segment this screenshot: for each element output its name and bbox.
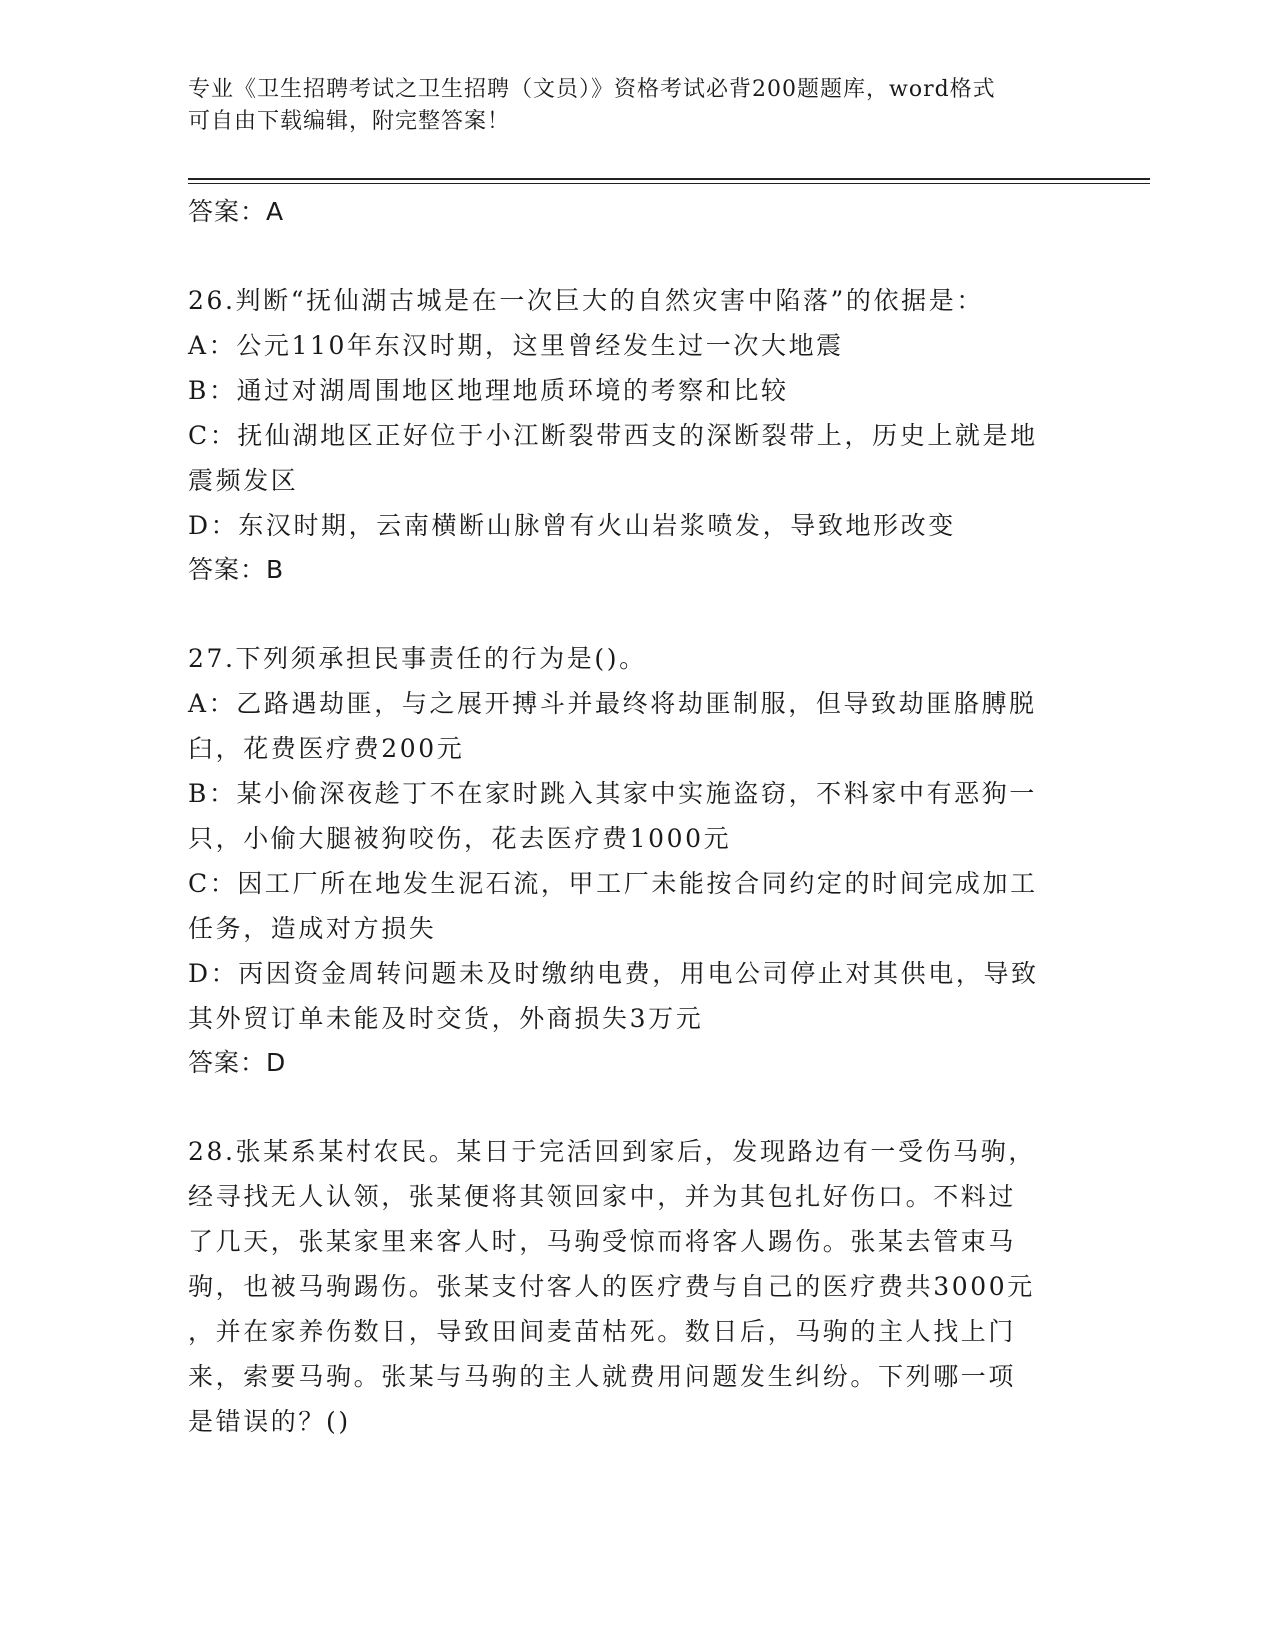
option-b: B：某小偷深夜趁丁不在家时跳入其家中实施盗窃，不料家中有恶狗一: [188, 779, 1037, 808]
question-stem-line-3: 了几天，张某家里来客人时，马驹受惊而将客人踢伤。张某去管束马: [188, 1227, 1017, 1256]
question-stem-line-1: 28.张某系某村农民。某日于完活回到家后，发现路边有一受伤马驹，: [188, 1137, 1036, 1166]
question-stem-line-2: 经寻找无人认领，张某便将其领回家中，并为其包扎好伤口。不料过: [188, 1182, 1017, 1211]
option-d: D：东汉时期，云南横断山脉曾有火山岩浆喷发，导致地形改变: [188, 511, 956, 540]
option-b-continued: 只，小偷大腿被狗咬伤，花去医疗费1000元: [188, 824, 732, 853]
question-stem-line-7: 是错误的？(): [188, 1407, 351, 1436]
question-stem: 26.判断“抚仙湖古城是在一次巨大的自然灾害中陷落”的依据是：: [188, 286, 984, 315]
option-d-continued: 其外贸订单未能及时交货，外商损失3万元: [188, 1004, 704, 1033]
option-d: D：丙因资金周转问题未及时缴纳电费，用电公司停止对其供电，导致: [188, 959, 1039, 988]
header-title-line-1: 专业《卫生招聘考试之卫生招聘（文员）》资格考试必背200题题库，word格式: [188, 77, 996, 102]
previous-question-answer: 答案：A: [188, 197, 285, 226]
question-answer: 答案：B: [188, 555, 285, 584]
header-title-line-2: 可自由下载编辑，附完整答案！: [188, 109, 511, 134]
question-28: [188, 1129, 1088, 1444]
question-stem-line-6: 来，索要马驹。张某与马驹的主人就费用问题发生纠纷。下列哪一项: [188, 1362, 1017, 1391]
option-a-continued: 臼，花费医疗费200元: [188, 734, 465, 763]
document-body: [188, 190, 1088, 1444]
option-a: A：乙路遇劫匪，与之展开搏斗并最终将劫匪制服，但导致劫匪胳膊脱: [188, 689, 1037, 718]
header-divider-thick: [188, 178, 1150, 180]
option-a: A：公元110年东汉时期，这里曾经发生过一次大地震: [188, 331, 844, 360]
question-stem: 27.下列须承担民事责任的行为是()。: [188, 644, 647, 673]
option-b: B：通过对湖周围地区地理地质环境的考察和比较: [188, 376, 789, 405]
option-c: C：因工厂所在地发生泥石流，甲工厂未能按合同约定的时间完成加工: [188, 869, 1038, 898]
option-c: C：抚仙湖地区正好位于小江断裂带西支的深断裂带上，历史上就是地: [188, 421, 1038, 450]
question-26: [188, 278, 1088, 592]
question-answer: 答案：D: [188, 1048, 287, 1077]
question-stem-line-4: 驹，也被马驹踢伤。张某支付客人的医疗费与自己的医疗费共3000元: [188, 1272, 1035, 1301]
header-divider-thin: [188, 183, 1150, 184]
question-stem-line-5: ，并在家养伤数日，导致田间麦苗枯死。数日后，马驹的主人找上门: [188, 1317, 1017, 1346]
page-header: [188, 74, 1068, 138]
option-c-continued: 震频发区: [188, 466, 299, 495]
question-27: [188, 636, 1088, 1085]
option-c-continued: 任务，造成对方损失: [188, 914, 437, 943]
